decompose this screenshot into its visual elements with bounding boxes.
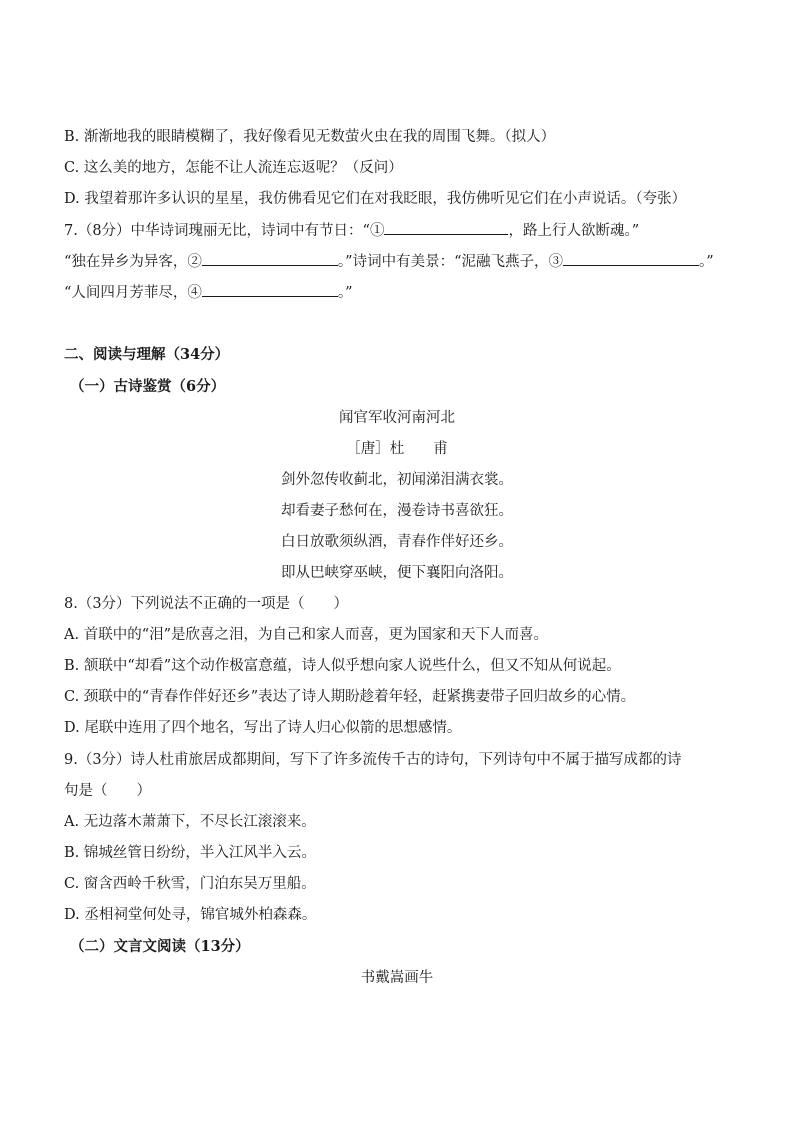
part1-heading: （一）古诗鉴赏（6分） (70, 378, 226, 395)
q7-blank-2[interactable] (202, 251, 338, 266)
q7-text: “人间四月芳菲尽，④ (64, 285, 202, 301)
section-heading: 二、阅读与理解（34分） (64, 346, 230, 363)
q7-text: 7.（8分）中华诗词瑰丽无比，诗词中有节日：“① (64, 223, 385, 239)
part2-heading: （二）文言文阅读（13分） (70, 938, 250, 955)
q9-stem-line-1: 9.（3分）诗人杜甫旅居成都期间，写下了许多流传千古的诗句，下列诗句中不属于描写成都的诗 (64, 752, 682, 768)
poem-line: 白日放歌须纵酒，青春作伴好还乡。 (281, 534, 513, 550)
poem-line: 却看妻子愁何在，漫卷诗书喜欲狂。 (281, 503, 513, 519)
poem-author: ［唐］杜 甫 (346, 441, 448, 457)
poem-line: 剑外忽传收蓟北，初闻涕泪满衣裳。 (281, 472, 513, 488)
q7-line-3 (64, 282, 353, 303)
poem-line: 即从巴峡穿巫峡，便下襄阳向洛阳。 (281, 565, 513, 581)
q6-option-b: B. 渐渐地我的眼睛模糊了，我好像看见无数萤火虫在我的周围飞舞。（拟人） (64, 129, 556, 145)
q9-option-a[interactable]: A. 无边落木萧萧下，不尽长江滚滚来。 (64, 814, 316, 830)
q6-option-c: C. 这么美的地方，怎能不让人流连忘返呢？（反问） (64, 160, 403, 176)
q8-stem: 8.（3分）下列说法不正确的一项是（ ） (64, 596, 349, 612)
q8-option-c[interactable]: C. 颈联中的“青春作伴好还乡”表达了诗人期盼趁着年轻，赶紧携妻带子回归故乡的心情。 (64, 689, 636, 705)
q8-option-a[interactable]: A. 首联中的“泪”是欣喜之泪，为自己和家人而喜，更为国家和天下人而喜。 (64, 627, 549, 643)
q7-text: 。” (337, 285, 353, 301)
passage-title: 书戴嵩画牛 (360, 970, 434, 986)
q7-blank-4[interactable] (202, 282, 338, 297)
q9-option-d[interactable]: D. 丞相祠堂何处寻，锦官城外柏森森。 (64, 907, 317, 923)
q8-option-d[interactable]: D. 尾联中连用了四个地名，写出了诗人归心似箭的思想感情。 (64, 720, 462, 736)
q7-blank-3[interactable] (563, 251, 699, 266)
poem-title: 闻官军收河南河北 (339, 410, 455, 426)
q9-stem-line-2: 句是（ ） (64, 783, 151, 799)
q7-text: ，路上行人欲断魂。” (508, 223, 640, 239)
q7-line-2 (64, 251, 714, 272)
q7-text: “独在异乡为异客，② (64, 254, 202, 270)
q7-blank-1[interactable] (384, 220, 508, 235)
q8-option-b[interactable]: B. 颔联中“却看”这个动作极富意蕴，诗人似乎想向家人说些什么，但又不知从何说起。 (64, 658, 621, 674)
q7-line-1 (64, 220, 639, 241)
q6-option-d: D. 我望着那许多认识的星星，我仿佛看见它们在对我眨眼，我仿佛听见它们在小声说话。（夸张） (64, 191, 687, 207)
q9-option-c[interactable]: C. 窗含西岭千秋雪，门泊东吴万里船。 (64, 876, 316, 892)
q7-text: 。”诗词中有美景：“泥融飞燕子，③ (337, 254, 563, 270)
q7-text: 。” (699, 254, 714, 270)
q9-option-b[interactable]: B. 锦城丝管日纷纷，半入江风半入云。 (64, 845, 316, 861)
